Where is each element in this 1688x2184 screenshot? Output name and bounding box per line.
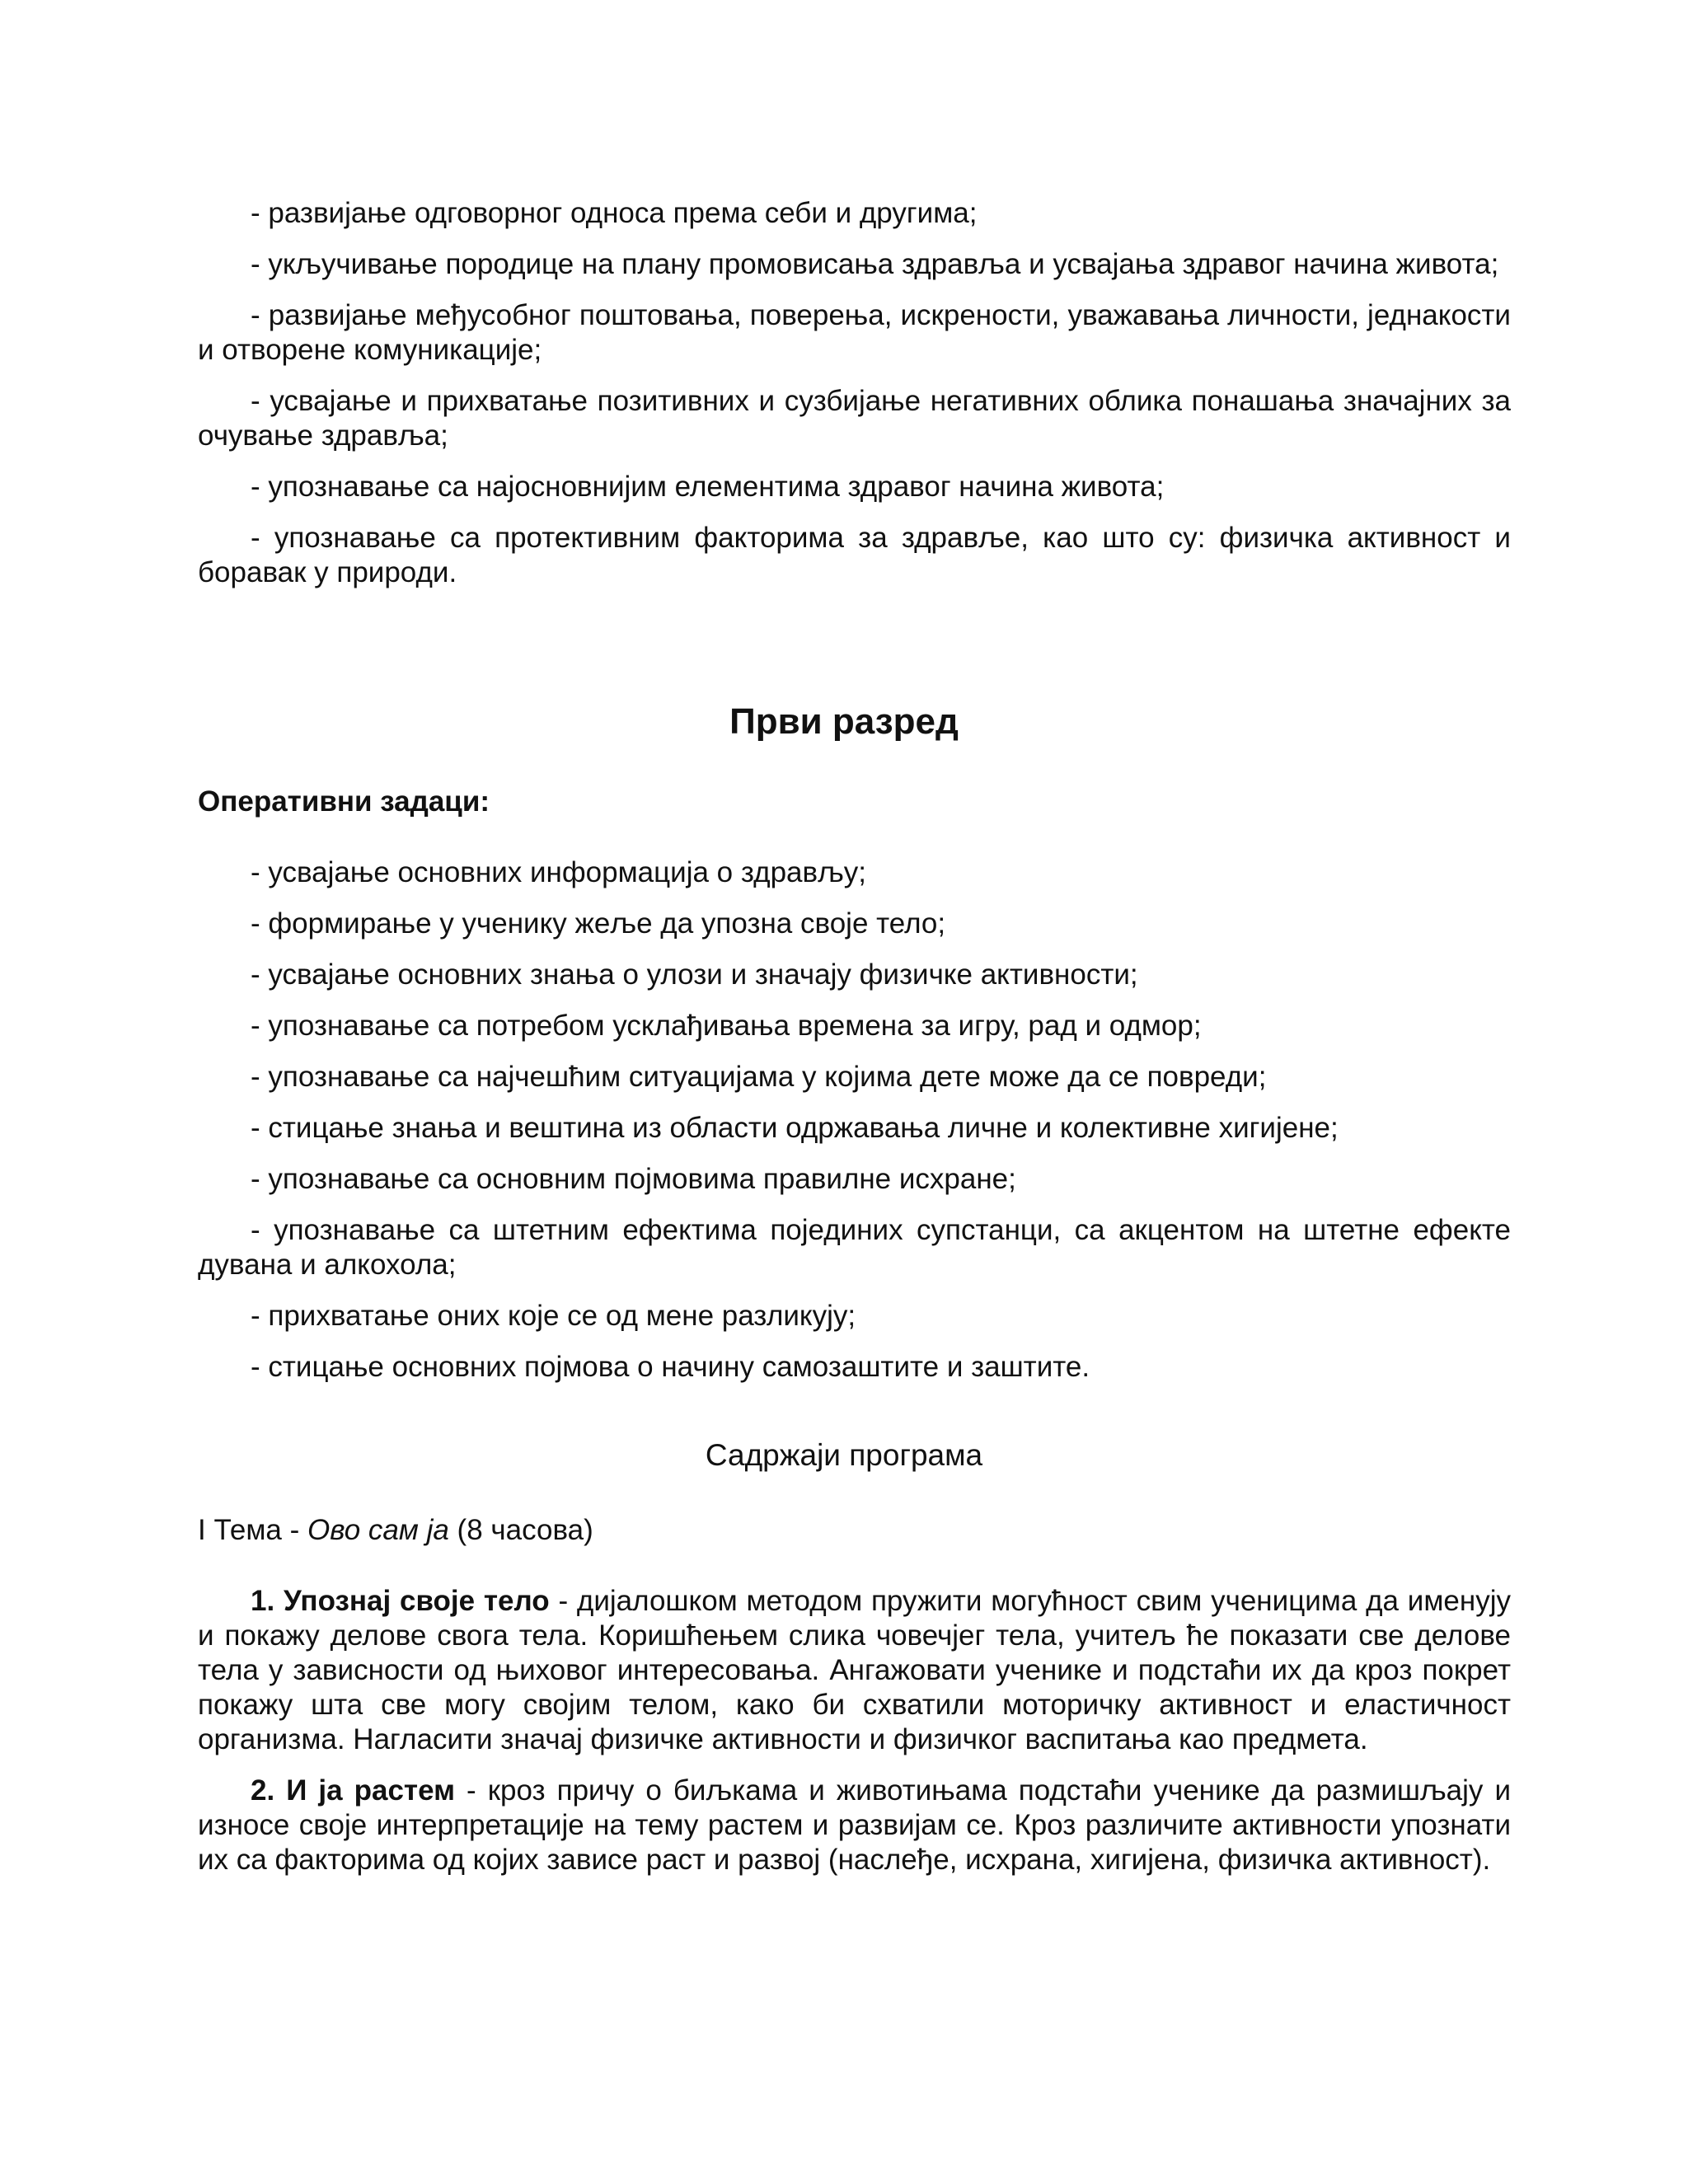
task-item: - стицање основних појмова о начину самозаштите и заштите.: [251, 1351, 1090, 1383]
task-item: - усвајање основних знања о улози и значају физичке активности;: [251, 958, 1138, 991]
grade-title: Први разред: [729, 701, 959, 742]
task-item: - упознавање са најчешћим ситуацијама у којима дете може да се повреди;: [251, 1061, 1267, 1093]
contents-heading: Садржаји програма: [705, 1438, 983, 1472]
task-item: - прихватање оних које се од мене разликују;: [251, 1300, 856, 1332]
intro-item: - развијање међусобног поштовања, поверења, искрености, уважавања личности, једнакости и отворене комуникације;: [198, 299, 1511, 366]
intro-list: [198, 196, 1511, 607]
task-item: - упознавање са штетним ефектима појединих супстанци, са акцентом на штетне ефекте дувана и алкохола;: [198, 1214, 1511, 1281]
topic-line: [198, 1513, 1511, 1548]
lesson-title: 2. И ја растем: [251, 1774, 455, 1807]
task-item: - формирање у ученику жеље да упозна своје тело;: [251, 907, 946, 940]
tasks-heading: Оперативни задаци:: [198, 785, 490, 818]
task-list: [198, 855, 1511, 1401]
topic-prefix: I Тема -: [198, 1514, 307, 1546]
lessons: [198, 1584, 1511, 1894]
intro-item: - упознавање са протективним факторима за здравље, као што су: физичка активност и боравак у природи.: [198, 522, 1511, 588]
task-item: - упознавање са потребом усклађивања времена за игру, рад и одмор;: [251, 1010, 1202, 1042]
lesson-title: 1. Упознај своје тело: [251, 1585, 550, 1617]
topic-name: Ово сам ја: [307, 1514, 449, 1546]
topic-hours: (8 часова): [448, 1514, 593, 1546]
lesson-paragraph: [198, 1774, 1511, 1877]
intro-item: - развијање одговорног односа према себи и другима;: [251, 197, 978, 229]
lesson-text: - кроз причу о биљкама и животињама подстаћи ученике да размишљају и износе своје интерпретације на тему растем и развијам се. Кроз различите активности упознати их са факторима од којих зависе раст и развој (наслеђе, исхрана, хигијена, физичка активност).: [198, 1774, 1512, 1876]
task-item: - стицање знања и вештина из области одржавања личне и колективне хигијене;: [251, 1112, 1339, 1144]
lesson-paragraph: [198, 1584, 1511, 1757]
intro-item: - упознавање са најосновнијим елементима здравог начина живота;: [251, 471, 1165, 503]
intro-item: - усвајање и прихватање позитивних и сузбијање негативних облика понашања значајних за очување здравља;: [198, 385, 1511, 452]
task-item: - упознавање са основним појмовима правилне исхране;: [251, 1163, 1016, 1195]
lesson-text: - дијалошком методом пружити могућност свим ученицима да именују и покажу делове свога тела. Коришћењем слика човечјег тела, учитељ ће показати све делове тела у зависности од њиховог интересовања. Ангажовати ученике и подстаћи их да кроз покрет покажу шта све могу својим телом, како би схватили моторичку активност и еластичност организма. Нагласити значај физичке активности и физичког васпитања као предмета.: [198, 1585, 1511, 1755]
intro-item: - укључивање породице на плану промовисања здравља и усвајања здравог начина живота;: [251, 248, 1499, 280]
task-item: - усвајање основних информација о здрављу;: [251, 856, 867, 888]
